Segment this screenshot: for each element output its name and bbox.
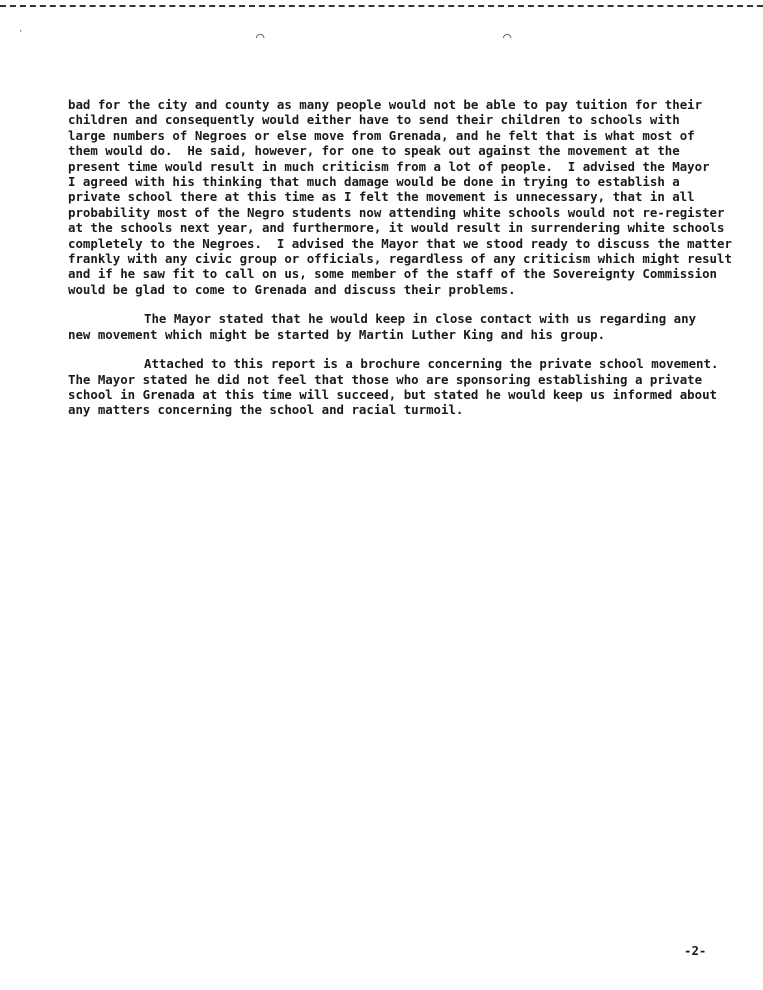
paragraph-1	[68, 97, 748, 297]
page-number: -2-	[684, 943, 707, 958]
text-line: children and consequently would either have to send their children to schools with	[68, 112, 680, 128]
text-line: bad for the city and county as many people would not be able to pay tuition for their	[68, 97, 703, 112]
letter-body	[68, 97, 748, 418]
text-line: present time would result in much criticism from a lot of people. I advised the Mayor	[68, 158, 710, 174]
stray-mark: ⌒	[256, 29, 265, 45]
text-line: The Mayor stated that he would keep in close contact with us regarding any	[144, 311, 697, 327]
text-line: would be glad to come to Grenada and discuss their problems.	[68, 281, 516, 297]
text-line: probability most of the Negro students now attending white schools would not re-register	[68, 204, 725, 220]
stray-mark: ⌒	[503, 29, 512, 45]
paragraph-2	[68, 311, 748, 342]
text-line: large numbers of Negroes or else move from Grenada, and he felt that is what most of	[68, 127, 695, 143]
text-line: at the schools next year, and furthermore, it would result in surrendering white schools	[68, 220, 725, 236]
text-line: Attached to this report is a brochure concerning the private school movement.	[144, 356, 719, 372]
text-line: completely to the Negroes. I advised the Mayor that we stood ready to discuss the matter	[68, 235, 732, 251]
paragraph-spacer	[68, 342, 748, 356]
text-line: The Mayor stated he did not feel that those who are sponsoring establishing a private	[68, 371, 703, 387]
text-line: and if he saw fit to call on us, some member of the staff of the Sovereignty Commission	[68, 266, 718, 282]
text-line: private school there at this time as I felt the movement is unnecessary, that in all	[68, 189, 695, 205]
text-line: new movement which might be started by Martin Luther King and his group.	[68, 326, 606, 342]
text-line: them would do. He said, however, for one to speak out against the movement at the	[68, 143, 680, 159]
text-line: frankly with any civic group or officials, regardless of any criticism which might result	[68, 251, 732, 267]
text-line: school in Grenada at this time will succeed, but stated he would keep us informed about	[68, 386, 718, 402]
stray-mark: ·	[18, 27, 24, 37]
text-line: I agreed with his thinking that much damage would be done in trying to establish a	[68, 174, 680, 190]
text-line: any matters concerning the school and racial turmoil.	[68, 402, 464, 418]
paragraph-spacer	[68, 297, 748, 311]
paragraph-3	[68, 356, 748, 418]
top-dashed-border	[0, 5, 763, 7]
